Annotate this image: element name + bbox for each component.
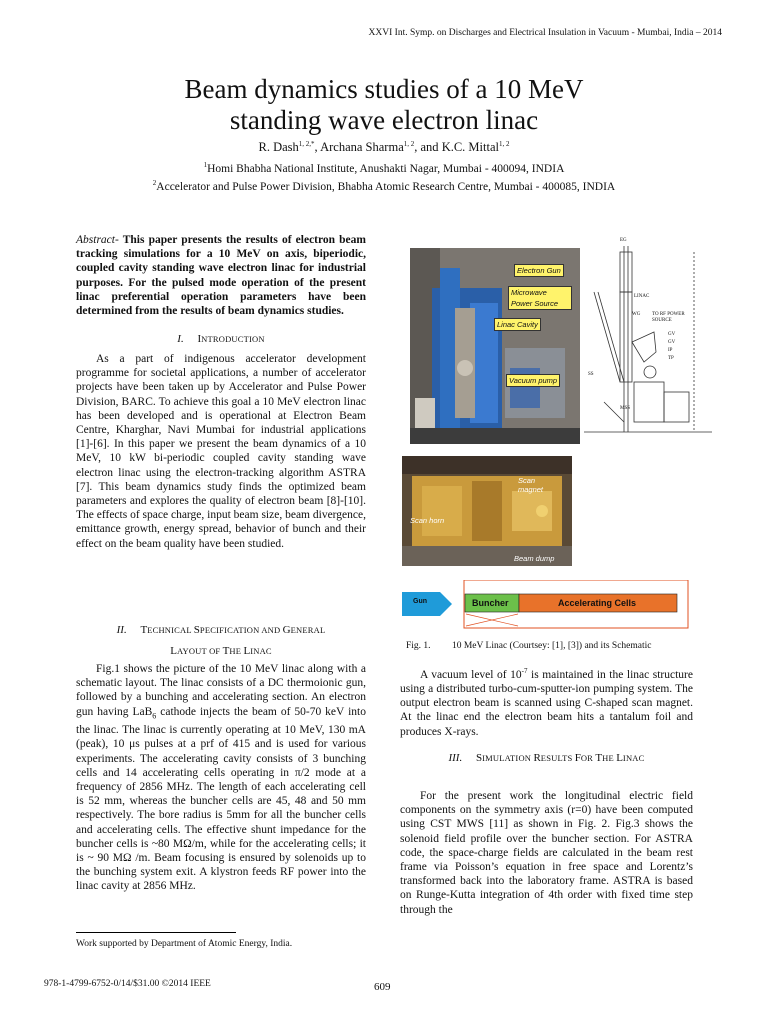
title-line-1: Beam dynamics studies of a 10 MeV: [184, 74, 584, 104]
heading-small: HE: [229, 646, 244, 656]
scan-photo-drawing: [402, 456, 572, 566]
photo-label-electron-gun: Electron Gun: [514, 264, 564, 277]
schematic-line-drawing: [584, 232, 712, 444]
heading-cap: S: [475, 752, 483, 764]
layout-paragraph: [76, 662, 366, 894]
isbn-line: 978-1-4799-6752-0/14/$31.00 ©2014 IEEE: [44, 979, 211, 989]
paragraph-part: is maintained in the linac structure using a distributed turbo-cum-sputter-ion pumping system. The output electron beam is scanned using C-shaped scan magnet. At the linac end the electron beam hits a tantalum foil and produces X-rays.: [400, 668, 693, 738]
conference-header: XXVI Int. Symp. on Discharges and Electrical Insulation in Vacuum - Mumbai, India – 2014: [368, 28, 722, 38]
author-name: R. Dash: [258, 140, 299, 155]
affiliation-text: Homi Bhabha National Institute, Anushakti Nagar, Mumbai - 400094, INDIA: [207, 162, 565, 175]
superscript: -7: [521, 667, 528, 675]
heading-cap: L: [170, 645, 177, 657]
author-separator: ,: [314, 140, 321, 155]
figure-caption: [406, 641, 651, 651]
heading-small: ECHNICAL: [147, 625, 194, 635]
heading-cap: T: [222, 645, 230, 657]
heading-cap: S: [193, 624, 200, 636]
heading-cap: T: [595, 752, 603, 764]
heading-small: PECIFICATION AND: [199, 625, 283, 635]
linac-photo: [410, 248, 580, 444]
photo-label-linac-cavity: Linac Cavity: [494, 318, 541, 331]
drawing-label: SS: [588, 372, 594, 377]
abstract-label: Abstract-: [76, 234, 119, 246]
schematic-buncher-label: Buncher: [472, 598, 509, 608]
paragraph-text: As a part of indigenous accelerator development programme for societal applications, a number of accelerator projects have been taken up by Accelerator and Pulse Power Division, BARC. To achieve this goal a 10 MeV electron linac has been developed and is operational at Electron Beam Centre, Kharghar, Navi Mumbai for industrial applications [1]-[6]. In this paper we present the beam dynamics of a 10 MeV, 10 kW bi-periodic coupled cavity standing wave electron linac using the electron-tracking algorithm ASTRA [7]. This beam dynamics study finds the optimized beam parameters and explores the quality of electron beam [8]-[10]. The effects of space charge, input beam size, beam divergence, emittance growth, energy spread, behavior of bunch and their effect on the beam quality have been studied.: [76, 353, 366, 550]
drawing-label: EG: [620, 238, 627, 243]
heading-small: OR: [580, 753, 596, 763]
paragraph-part: cathode injects the beam of 50-70 keV into the linac. The linac is currently operating at 10 MeV, 130 mA (peak), 10 μs pulses at a prf of 415 and is used for various experiments. The accelerating cavity consists of 3 bunching cells and 14 accelerating cells operating in π/2 mode at a frequency of 2856 MHz. The length of each accelerating cell is 52 mm, whereas the buncher cells are 45, 48 and 50 mm respectively. The bore radius is 5mm for all the buncher cells and accelerating cells. The effective shunt impedance for the buncher cells is ~80 MΩ/m, while for the accelerating cells; it is ~ 90 MΩ /m. Beam focusing is ensured by solenoids up to the bunching system exit. A klystron feeds RF power into the linac cavity at 2856 MHz.: [76, 705, 366, 893]
heading-cap: L: [616, 752, 623, 764]
photo-label-beam-dump: Beam dump: [514, 554, 555, 563]
photo-label-scan-horn: Scan horn: [410, 516, 445, 525]
heading-small: ESULTS: [540, 753, 575, 763]
footnote-divider: [76, 932, 236, 933]
section-number: I.: [177, 333, 184, 345]
photo-label-scan-magnet: Scan magnet: [518, 476, 544, 494]
author-list: [0, 140, 768, 155]
drawing-label: LINAC: [634, 294, 650, 299]
heading-cap: T: [140, 624, 148, 636]
affiliation-2: [0, 179, 768, 193]
section-title-rest: NTRODUCTION: [201, 334, 265, 344]
section-heading-simulation: [400, 752, 693, 764]
heading-cap: F: [574, 752, 581, 764]
paragraph-text: [76, 662, 366, 894]
author-affiliation-mark: 1, 2: [403, 140, 415, 148]
paragraph-part: A vacuum level of 10: [420, 668, 522, 681]
schematic-gun-label: Gun: [413, 598, 427, 605]
section-number: III.: [448, 752, 463, 764]
abstract-text: This paper presents the results of electron beam tracking simulations for a 10 MeV on axis, biperiodic, coupled cavity standing wave electron linac for industrial purposes. For the pulsed mode operation of the present linac preferential operation parameters have been determined from the results of beam dynamics studies.: [76, 234, 366, 318]
paragraph-part: Fig.1 shows the picture of the 10 MeV linac along with a schematic layout. The linac consists of a DC thermoionic gun, followed by a bunching and accelerating section. An electron gun having LaB: [76, 663, 366, 718]
drawing-label: WG: [632, 312, 641, 317]
author-name: K.C. Mittal: [441, 140, 499, 155]
affiliation-1: [0, 161, 768, 175]
heading-small: IMULATION: [482, 753, 534, 763]
simulation-paragraph: [400, 789, 693, 917]
affiliation-text: Accelerator and Pulse Power Division, Bhabha Atomic Research Centre, Mumbai - 400085, INDIA: [156, 180, 616, 193]
section-title-initial: I: [197, 333, 202, 345]
block-schematic-svg: [400, 580, 692, 630]
drawing-label: TO RF POWER SOURCE: [652, 312, 685, 323]
vacuum-paragraph: [400, 664, 693, 739]
paragraph-text: [400, 664, 693, 739]
abstract: [76, 233, 366, 318]
drawing-label: MSS: [620, 406, 631, 411]
affiliation-mark: 2: [152, 179, 157, 187]
footnote: Work supported by Department of Atomic Energy, India.: [76, 939, 293, 949]
paragraph-text: For the present work the longitudinal electric field components on the symmetry axis (r=0) have been computed using CST MWS [11] as shown in Fig. 2. Fig.3 shows the solenoid field profile over the buncher section. For ASTRA code, the space-charge fields are calculated in the beam rest frame via Poisson’s equation in free space and Lorentz’s transformed back into the laboratory frame. ASTRA is based on Runge-Kutta integration of 4th order with fixed time step through the: [400, 790, 693, 916]
schematic-cells-label: Accelerating Cells: [558, 598, 637, 608]
drawing-label: IP: [668, 348, 673, 353]
author-affiliation-mark: 1, 2: [498, 140, 510, 148]
page-number: 609: [374, 981, 391, 993]
subscript: 6: [152, 710, 157, 720]
drawing-label: TP: [668, 356, 674, 361]
caption-number: Fig. 1.: [406, 641, 431, 651]
author-separator: , and: [414, 140, 442, 155]
heading-small: HE: [602, 753, 617, 763]
caption-text: 10 MeV Linac (Courtsey: [1], [3]) and its Schematic: [451, 641, 652, 651]
title-line-2: standing wave electron linac: [229, 105, 539, 135]
drawing-label: GV: [668, 340, 676, 345]
heading-cap: L: [243, 645, 251, 657]
intro-paragraph: [76, 352, 366, 551]
section-heading-line-1: [76, 620, 366, 641]
photo-label-vacuum-pump: Vacuum pump: [506, 374, 560, 387]
affiliation-mark: 1: [203, 161, 208, 169]
heading-small: INAC: [622, 753, 645, 763]
drawing-label: GV: [668, 332, 676, 337]
section-heading-introduction: [76, 333, 366, 345]
heading-cap: R: [533, 752, 541, 764]
linac-schematic-drawing: [584, 232, 712, 444]
photo-label-microwave: Microwave Power Source: [508, 286, 572, 310]
heading-small: AYOUT OF: [176, 646, 223, 656]
section-heading-layout: [76, 620, 366, 662]
section-number: II.: [116, 624, 127, 636]
heading-small: ENERAL: [290, 625, 326, 635]
author-name: Archana Sharma: [320, 140, 404, 155]
linac-block-schematic: [400, 580, 692, 630]
linac-photo-drawing: [410, 248, 580, 444]
heading-cap: G: [282, 624, 291, 636]
author-affiliation-mark: 1, 2,*: [298, 140, 315, 148]
paper-title: [0, 74, 768, 136]
scan-system-photo: [402, 456, 572, 566]
heading-small: INAC: [250, 646, 272, 656]
section-heading-line-2: [76, 641, 366, 662]
